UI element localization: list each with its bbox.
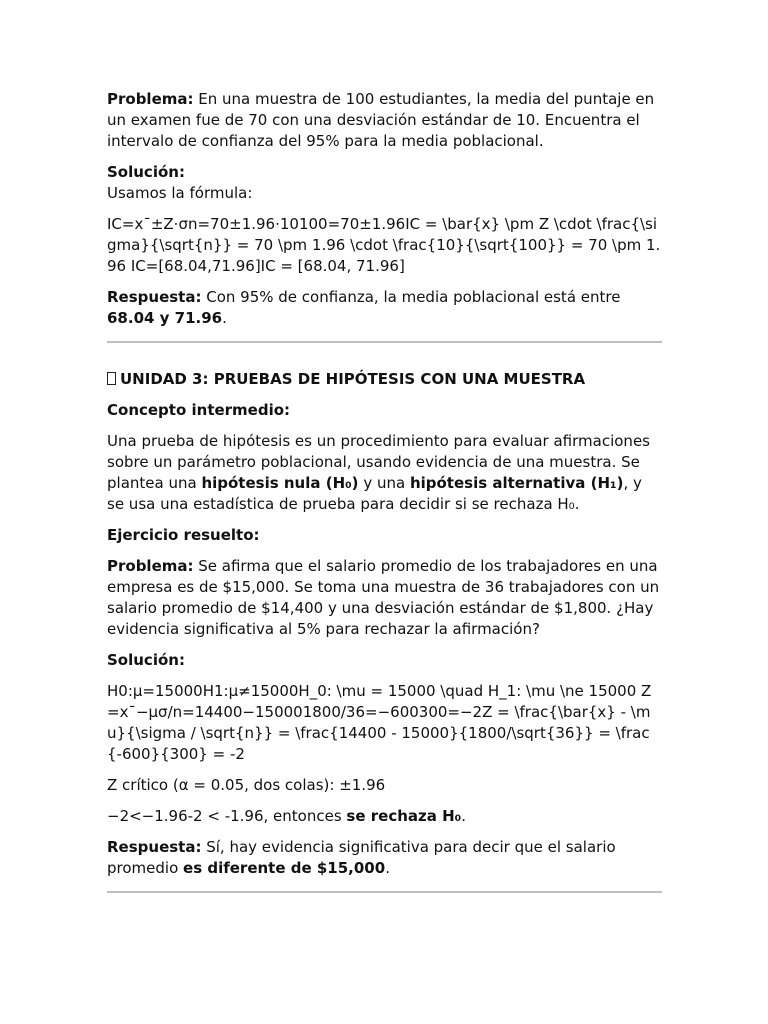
concept-text-1: Una prueba de hipótesis es un procedimiento para evaluar afirmaciones sobre un parámetro poblacional, usando evidencia de una muestra. Se plantea una [107, 432, 650, 492]
answer-text: Con 95% de confianza, la media poblacional está entre [201, 288, 621, 306]
decision-bold: se rechaza H₀ [346, 807, 462, 825]
concept-paragraph [107, 431, 662, 515]
section-divider [107, 341, 662, 343]
answer-paragraph-1 [107, 287, 662, 329]
critical-value: Z crítico (α = 0.05, dos colas): ±1.96 [107, 776, 386, 794]
alt-hypothesis: hipótesis alternativa (H₁) [409, 474, 624, 492]
problem-paragraph-2 [107, 556, 662, 640]
answer-value: 68.04 y 71.96 [107, 309, 223, 327]
answer-paragraph-2 [107, 837, 662, 879]
answer-text-2: Sí, hay evidencia significativa para decir que el salario promedio [107, 838, 616, 877]
problem-text: En una muestra de 100 estudiantes, la media del puntaje en un examen fue de 70 con una desviación estándar de 10. Encuentra el intervalo de confianza del 95% para la media poblacional. [107, 90, 655, 150]
hypothesis-line: H0:μ=15000H1:μ≠15000H_0: \mu = 15000 \quad H_1: \mu \ne 15000 [107, 682, 637, 700]
problem-paragraph-1 [107, 89, 662, 152]
hypothesis-formula [107, 681, 662, 765]
concept-text-2: y una [358, 474, 410, 492]
exercise-label-text: Ejercicio resuelto: [107, 526, 260, 544]
unit-heading [107, 369, 662, 390]
decision-text: −2<−1.96-2 < -1.96, entonces [107, 807, 347, 825]
concept-label [107, 400, 662, 421]
answer-bold-2: es diferente de $15,000 [183, 859, 386, 877]
decision-end: . [461, 807, 466, 825]
section-divider-bottom [107, 891, 662, 893]
answer-end-2: . [385, 859, 390, 877]
problem-label: Problema: [107, 90, 194, 108]
solution-label-2 [107, 650, 662, 671]
answer-end: . [222, 309, 227, 327]
null-hypothesis: hipótesis nula (H₀) [201, 474, 359, 492]
concept-text-3: , y se usa una estadística de prueba para decidir si se rechaza H₀. [107, 474, 642, 513]
solution-label: Solución: [107, 163, 185, 181]
solution-label-1 [107, 162, 662, 183]
decision-paragraph [107, 806, 662, 827]
exercise-label [107, 525, 662, 546]
problem-label-2: Problema: [107, 557, 194, 575]
formula-text: IC=x¯±Z⋅σn=70±1.96⋅10100=70±1.96IC = \bar{x} \pm Z \cdot \frac{\sigma}{\sqrt{n}} = 70 \pm 1.96 \cdot \frac{10}{\sqrt{100}} = 70 \pm 1.96 IC=[68.04,71.96]IC = [68.04, 71.96] [107, 215, 661, 275]
document-content [107, 89, 662, 919]
unit-heading-text: UNIDAD 3: PRUEBAS DE HIPÓTESIS CON UNA MUESTRA [120, 370, 586, 388]
problem-text-2: Se afirma que el salario promedio de los trabajadores en una empresa es de $15,000. Se toma una muestra de 36 trabajadores con un salario promedio de $14,400 y una desviación estándar de $1,800. ¿Hay evidencia significativa al 5% para rechazar la afirmación? [107, 557, 660, 638]
solution-label-text-2: Solución: [107, 651, 185, 669]
concept-label-text: Concepto intermedio: [107, 401, 291, 419]
box-glyph-icon [107, 372, 116, 385]
formula-intro: Usamos la fórmula: [107, 184, 253, 202]
answer-label: Respuesta: [107, 288, 202, 306]
answer-label-2: Respuesta: [107, 838, 202, 856]
z-statistic-line: Z=x¯−μσ/n=14400−150001800/36=−600300=−2Z = \frac{\bar{x} - \mu}{\sigma / \sqrt{n}} = \frac{14400 - 15000}{1800/\sqrt{36}} = \frac{-600}{300} = -2 [107, 682, 652, 763]
